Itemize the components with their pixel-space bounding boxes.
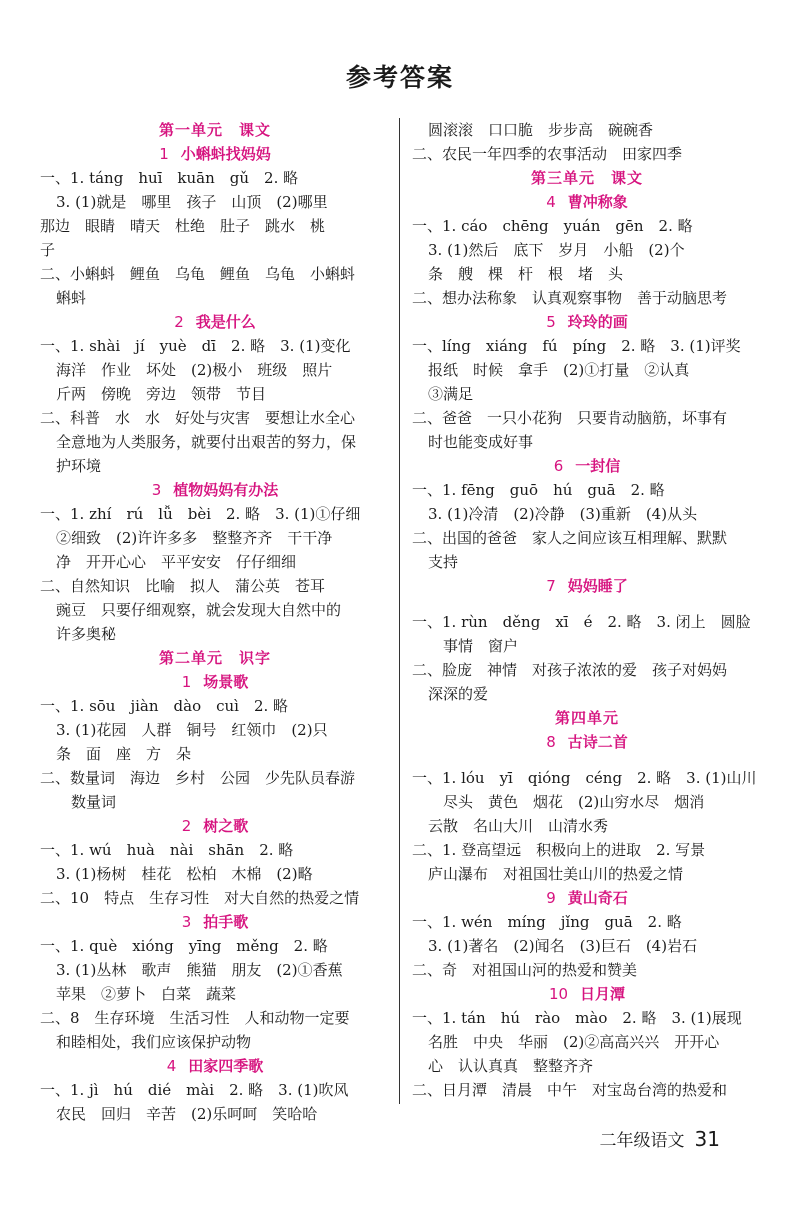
lesson-heading	[40, 142, 390, 166]
lesson-heading	[40, 310, 390, 334]
lesson-number: 1	[159, 145, 169, 163]
answer-line: 许多奥秘	[56, 625, 117, 643]
answer-line: 庐山瀑布 对祖国壮美山川的热爱之情	[428, 865, 684, 883]
lesson-number: 1	[181, 673, 192, 691]
answer-line: 一、1. wú huà nài shān 2. 略	[40, 841, 294, 859]
column-divider	[399, 118, 400, 1104]
answer-line: 条 艘 棵 杆 根 堵 头	[428, 265, 624, 283]
heading-text: 树之歌	[203, 817, 249, 835]
lesson-number: 4	[546, 193, 556, 211]
heading-text: 第二单元 识字	[158, 649, 271, 667]
page-number: 31	[694, 1127, 720, 1151]
heading-text: 田家四季歌	[188, 1057, 264, 1075]
lesson-heading	[40, 478, 390, 502]
answer-line: 海洋 作业 坏处 (2)极小 班级 照片	[56, 361, 333, 379]
answer-line: 尽头 黄色 烟花 (2)山穷水尽 烟消	[428, 793, 705, 811]
answer-line: 云散 名山大川 山清水秀	[428, 817, 609, 835]
lesson-heading	[412, 454, 762, 478]
right-column	[412, 118, 762, 1102]
answer-line: 那边 眼睛 晴天 杜绝 肚子 跳水 桃	[40, 217, 326, 235]
lesson-number: 5	[546, 313, 556, 331]
answer-line: 3. (1)然后 底下 岁月 小船 (2)个	[428, 241, 685, 259]
answer-line: 二、出国的爸爸 家人之间应该互相理解、默默	[412, 529, 728, 547]
answer-line: 支持	[428, 553, 459, 571]
lesson-heading	[412, 574, 762, 598]
answer-line: 条 面 座 方 朵	[56, 745, 192, 763]
heading-text: 我是什么	[195, 313, 256, 331]
answer-line: 护环境	[56, 457, 102, 475]
answer-line: 一、1. tán hú rào mào 2. 略 3. (1)展现	[412, 1009, 742, 1027]
answer-line: 报纸 时候 拿手 (2)①打量 ②认真	[428, 361, 690, 379]
answer-line: 一、1. wén míng jǐng guā 2. 略	[412, 913, 682, 931]
answer-line: 蝌蚪	[56, 289, 87, 307]
answer-line: 二、奇 对祖国山河的热爱和赞美	[412, 961, 638, 979]
answer-line: ②细致 (2)许许多多 整整齐齐 干干净	[56, 529, 333, 547]
lesson-heading	[40, 814, 390, 838]
answer-line: ③满足	[428, 385, 474, 403]
lesson-heading	[412, 190, 762, 214]
answer-line: 二、数量词 海边 乡村 公园 少先队员春游	[40, 769, 356, 787]
lesson-heading	[40, 670, 390, 694]
answer-line: 3. (1)丛林 歌声 熊猫 朋友 (2)①香蕉	[56, 961, 343, 979]
answer-line: 二、10 特点 生存习性 对大自然的热爱之情	[40, 889, 360, 907]
answer-line: 苹果 ②萝卜 白菜 蔬菜	[56, 985, 237, 1003]
lesson-heading	[412, 310, 762, 334]
lesson-number: 10	[548, 985, 569, 1003]
heading-text: 第一单元 课文	[158, 121, 271, 139]
unit-heading	[412, 166, 762, 190]
heading-text: 曹冲称象	[567, 193, 628, 211]
answer-line: 二、自然知识 比喻 拟人 蒲公英 苍耳	[40, 577, 326, 595]
answer-line: 3. (1)就是 哪里 孩子 山顶 (2)哪里	[56, 193, 328, 211]
answer-line: 一、1. zhí rú lǚ bèi 2. 略 3. (1)①仔细	[40, 505, 361, 523]
heading-text: 第三单元 课文	[530, 169, 643, 187]
answer-line: 一、1. rùn děng xī é 2. 略 3. 闭上 圆脸	[412, 613, 751, 631]
lesson-number: 3	[151, 481, 162, 499]
answer-line: 深深的爱	[428, 685, 489, 703]
heading-text: 玲玲的画	[567, 313, 628, 331]
unit-heading	[40, 646, 390, 670]
heading-text: 妈妈睡了	[567, 577, 628, 595]
answer-line: 一、1. què xióng yīng měng 2. 略	[40, 937, 328, 955]
answer-line: 圆滚滚 口口脆 步步高 碗碗香	[428, 121, 654, 139]
lesson-number: 4	[166, 1057, 177, 1075]
answer-line: 一、1. jì hú dié mài 2. 略 3. (1)吹风	[40, 1081, 349, 1099]
answer-line: 3. (1)冷清 (2)冷静 (3)重新 (4)从头	[428, 505, 698, 523]
lesson-heading	[412, 886, 762, 910]
answer-line: 3. (1)花园 人群 铜号 红领巾 (2)只	[56, 721, 328, 739]
heading-text: 黄山奇石	[567, 889, 628, 907]
lesson-heading	[412, 730, 762, 754]
answer-line: 3. (1)著名 (2)闻名 (3)巨石 (4)岩石	[428, 937, 698, 955]
answer-line: 一、1. shài jí yuè dī 2. 略 3. (1)变化	[40, 337, 351, 355]
answer-line: 和睦相处，我们应该保护动物	[56, 1033, 252, 1051]
answer-line: 一、líng xiáng fú píng 2. 略 3. (1)评奖	[412, 337, 741, 355]
answer-line: 事情 窗户	[428, 637, 519, 655]
heading-text: 古诗二首	[567, 733, 628, 751]
answer-line: 一、1. fēng guō hú guā 2. 略	[412, 481, 665, 499]
unit-heading	[412, 706, 762, 730]
answer-line: 二、脸庞 神情 对孩子浓浓的爱 孩子对妈妈	[412, 661, 728, 679]
heading-text: 第四单元	[554, 709, 619, 727]
answer-line: 一、1. táng huī kuān gǔ 2. 略	[40, 169, 299, 187]
answer-line: 农民 回归 辛苦 (2)乐呵呵 笑哈哈	[56, 1105, 318, 1123]
unit-heading	[40, 118, 390, 142]
heading-text: 场景歌	[203, 673, 249, 691]
answer-line: 一、1. lóu yī qióng céng 2. 略 3. (1)山川	[412, 769, 757, 787]
left-column	[40, 118, 390, 1126]
lesson-number: 3	[181, 913, 192, 931]
heading-text: 拍手歌	[203, 913, 249, 931]
answer-line: 二、爸爸 一只小花狗 只要肯动脑筋，坏事有	[412, 409, 728, 427]
answer-line: 数量词	[56, 793, 117, 811]
lesson-number: 9	[546, 889, 556, 907]
answer-line: 一、1. sōu jiàn dào cuì 2. 略	[40, 697, 289, 715]
answer-line: 时也能变成好事	[428, 433, 534, 451]
lesson-heading	[40, 1054, 390, 1078]
answer-line: 二、想办法称象 认真观察事物 善于动脑思考	[412, 289, 728, 307]
footer-label: 二年级语文	[599, 1131, 685, 1151]
lesson-number: 2	[181, 817, 192, 835]
answer-line: 二、科普 水 水 好处与灾害 要想让水全心	[40, 409, 356, 427]
page-title: 参考答案	[345, 63, 454, 92]
answer-line: 豌豆 只要仔细观察，就会发现大自然中的	[56, 601, 342, 619]
heading-text: 小蝌蚪找妈妈	[180, 145, 271, 163]
answer-line: 二、农民一年四季的农事活动 田家四季	[412, 145, 683, 163]
answer-line: 斤两 傍晚 旁边 领带 节目	[56, 385, 267, 403]
answer-line: 心 认认真真 整整齐齐	[428, 1057, 594, 1075]
answer-line: 二、日月潭 清晨 中午 对宝岛台湾的热爱和	[412, 1081, 728, 1099]
lesson-heading	[40, 910, 390, 934]
answer-line: 名胜 中央 华丽 (2)②高高兴兴 开开心	[428, 1033, 720, 1051]
lesson-number: 2	[174, 313, 184, 331]
answer-line: 3. (1)杨树 桂花 松柏 木棉 (2)略	[56, 865, 313, 883]
heading-text: 一封信	[575, 457, 621, 475]
heading-text: 日月潭	[580, 985, 626, 1003]
lesson-number: 8	[546, 733, 556, 751]
answer-line: 子	[40, 241, 56, 259]
lesson-number: 7	[546, 577, 556, 595]
heading-text: 植物妈妈有办法	[173, 481, 279, 499]
answer-line: 二、8 生存环境 生活习性 人和动物一定要	[40, 1009, 350, 1027]
lesson-number: 6	[553, 457, 564, 475]
answer-line: 二、1. 登高望远 积极向上的进取 2. 写景	[412, 841, 706, 859]
answer-line: 全意地为人类服务，就要付出艰苦的努力，保	[56, 433, 357, 451]
answer-line: 二、小蝌蚪 鲤鱼 乌龟 鲤鱼 乌龟 小蝌蚪	[40, 265, 356, 283]
answer-line: 净 开开心心 平平安安 仔仔细细	[56, 553, 297, 571]
page-footer	[600, 1126, 720, 1151]
answer-line: 一、1. cáo chēng yuán gēn 2. 略	[412, 217, 693, 235]
lesson-heading	[412, 982, 762, 1006]
